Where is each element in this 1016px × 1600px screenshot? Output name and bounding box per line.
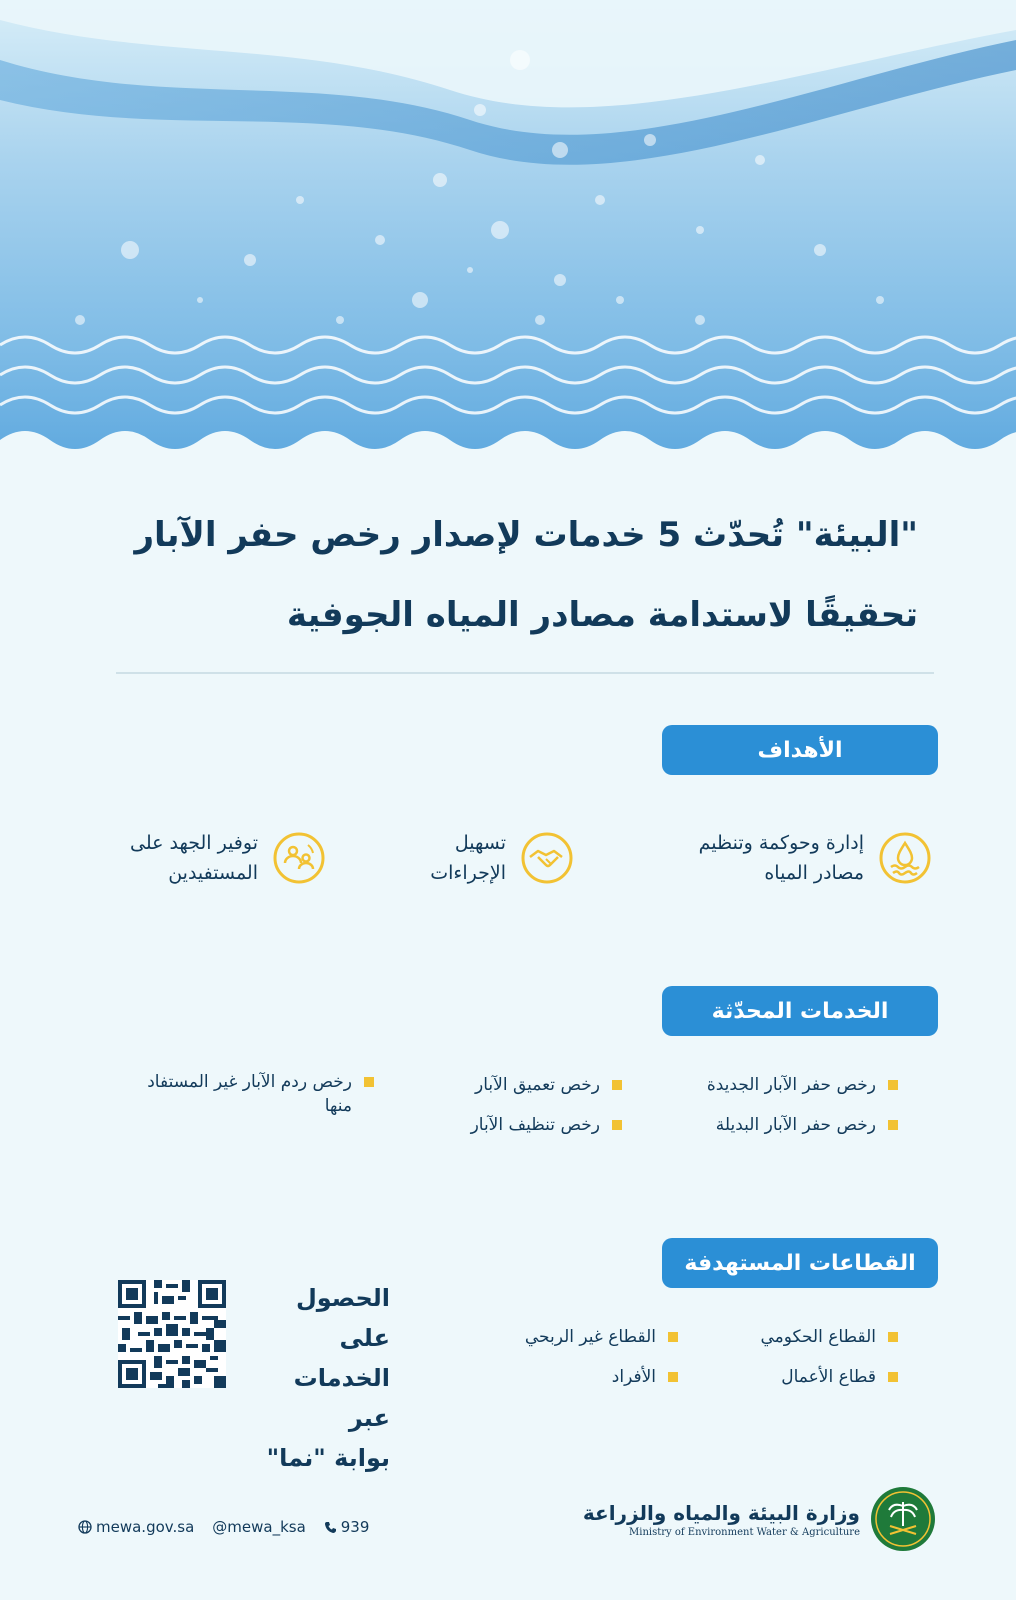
- bullet-marker: [612, 1120, 622, 1130]
- service-item: رخص تعميق الآبار: [422, 1073, 622, 1097]
- qr-code[interactable]: [118, 1280, 226, 1388]
- goal-item-water-management: [654, 828, 932, 888]
- ministry-branding: [583, 1486, 936, 1552]
- ministry-names: [583, 1501, 860, 1538]
- page-title: [118, 495, 918, 655]
- portal-cta: [250, 1278, 390, 1478]
- sector-item: القطاع الحكومي: [698, 1325, 898, 1349]
- ministry-logo-icon: [870, 1486, 936, 1552]
- bullet-marker: [612, 1080, 622, 1090]
- service-item: رخص ردم الآبار غير المستفاد منها: [120, 1070, 374, 1118]
- goal-item-save-effort: [108, 828, 326, 888]
- users-cycle-icon: [272, 831, 326, 885]
- social-handle[interactable]: @mewa_ksa: [212, 1518, 306, 1536]
- title-divider: [116, 672, 934, 674]
- sector-item: الأفراد: [478, 1365, 678, 1389]
- goals-heading: الأهداف: [662, 725, 938, 775]
- bullet-marker: [888, 1332, 898, 1342]
- service-item: رخص تنظيف الآبار: [422, 1113, 622, 1137]
- cta-line-1: الحصول على: [295, 1284, 390, 1352]
- ministry-name-ar: وزارة البيئة والمياه والزراعة: [582, 1500, 860, 1525]
- hero-water-image: [0, 0, 1016, 460]
- ministry-name-en: Ministry of Environment Water & Agriculture: [629, 1526, 860, 1538]
- sector-item: القطاع غير الربحي: [478, 1325, 678, 1349]
- globe-icon: [78, 1520, 92, 1534]
- bullet-marker: [888, 1120, 898, 1130]
- service-item: رخص حفر الآبار الجديدة: [668, 1073, 898, 1097]
- bullet-marker: [888, 1080, 898, 1090]
- service-item: رخص حفر الآبار البديلة: [668, 1113, 898, 1137]
- services-heading: الخدمات المحدّثة: [662, 986, 938, 1036]
- bullet-marker: [364, 1077, 374, 1087]
- bullet-marker: [668, 1332, 678, 1342]
- cta-line-3: بوابة "نما": [266, 1444, 390, 1472]
- bullet-marker: [668, 1372, 678, 1382]
- goal-label: تسهيل الإجراءات: [430, 832, 506, 884]
- goal-item-ease-procedures: [396, 828, 574, 888]
- cta-line-2: الخدمات عبر: [293, 1364, 390, 1432]
- title-line-1: "البيئة" تُحدّث 5 خدمات لإصدار رخص حفر الآبار: [134, 515, 918, 555]
- phone-icon: [324, 1521, 337, 1534]
- footer-contacts: [78, 1518, 369, 1536]
- handshake-icon: [520, 831, 574, 885]
- water-drop-icon: [878, 831, 932, 885]
- title-line-2: تحقيقًا لاستدامة مصادر المياه الجوفية: [286, 595, 918, 635]
- goal-label: توفير الجهد على المستفيدين: [129, 832, 258, 884]
- sector-item: قطاع الأعمال: [698, 1365, 898, 1389]
- website-link[interactable]: mewa.gov.sa: [78, 1518, 194, 1536]
- phone-number[interactable]: 939: [324, 1518, 370, 1536]
- goal-label: إدارة وحوكمة وتنظيم مصادر المياه: [698, 832, 864, 884]
- bullet-marker: [888, 1372, 898, 1382]
- sectors-heading: القطاعات المستهدفة: [662, 1238, 938, 1288]
